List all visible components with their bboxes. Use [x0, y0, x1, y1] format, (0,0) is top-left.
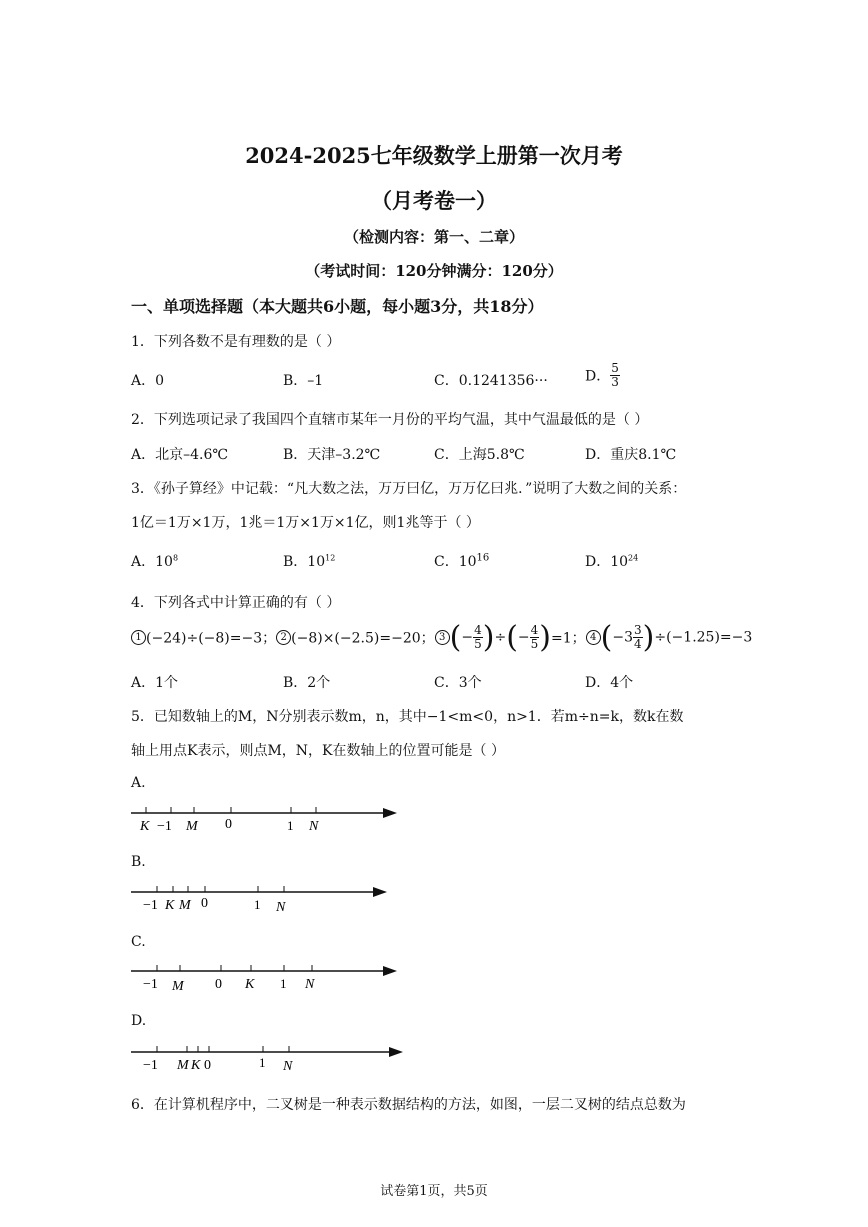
q4-expr-2: (−8)×(−2.5)=−20； — [291, 630, 435, 647]
q4-option-b: B．2个 — [283, 675, 331, 691]
label-neg1: −1 — [143, 977, 158, 992]
q4-expr-3-end: =1； — [551, 630, 586, 647]
q4-option-a: A．1个 — [131, 675, 179, 691]
label-k: K — [165, 898, 175, 913]
q4-fraction-a-den: 5 — [474, 637, 482, 651]
q4-fraction-c-den: 4 — [634, 637, 642, 651]
label-m: M — [179, 898, 191, 913]
q6-stem: 6．在计算机程序中，二叉树是一种表示数据结构的方法，如图，一层二叉树的结点总数为 — [131, 1097, 686, 1113]
q4-fraction-a — [473, 624, 483, 651]
q2-stem: 2．下列选项记录了我国四个直辖市某年一月份的平均气温，其中气温最低的是（ ） — [131, 412, 649, 428]
q1-stem: 1．下列各数不是有理数的是（ ） — [131, 334, 341, 350]
label-m: M — [177, 1058, 189, 1073]
q3-option-a-exponent: 8 — [172, 553, 179, 563]
label-0: 0 — [201, 896, 208, 911]
label-k: K — [191, 1058, 201, 1073]
q4-mixed-whole: −3 — [612, 629, 633, 646]
q4-fraction-a-num: 4 — [474, 623, 482, 637]
q5-number-line-a — [125, 800, 415, 840]
q3-option-d-base: D．10 — [585, 554, 629, 570]
q4-fraction-b — [530, 624, 540, 651]
label-k: K — [245, 977, 255, 992]
q1-option-c: C．0.1241356··· — [434, 373, 548, 389]
arrow-head-icon — [373, 887, 387, 897]
q1-option-a: A．0 — [131, 373, 165, 389]
q5-number-line-d — [125, 1040, 415, 1080]
content-line: （检测内容：第一、二章） — [343, 228, 524, 246]
label-0: 0 — [215, 977, 222, 992]
q3-option-c-base: C．10 — [434, 554, 477, 570]
q4-fraction-c — [633, 624, 643, 651]
q4-expressions — [131, 620, 752, 655]
label-neg1: −1 — [143, 898, 158, 913]
q4-fraction-c-num: 3 — [634, 623, 642, 637]
q3-option-b-exponent: 12 — [325, 553, 336, 563]
q3-stem-line1: 3．《孙子算经》中记载：“凡大数之法，万万曰亿，万万亿曰兆．”说明了大数之间的关系： — [131, 481, 687, 497]
q4-right-paren: ) — [642, 620, 655, 655]
label-0: 0 — [204, 1058, 211, 1073]
q4-circle-3: 3 — [435, 630, 450, 645]
q3-option-b-base: B．10 — [283, 554, 326, 570]
q4-circle-2: 2 — [276, 630, 291, 645]
label-neg1: −1 — [157, 819, 172, 834]
q4-left-paren: ( — [506, 620, 518, 655]
exam-subtitle: （月考卷一） — [371, 188, 497, 213]
q2-option-d: D．重庆8.1℃ — [585, 447, 677, 463]
q3-option-d-exponent: 24 — [628, 553, 639, 563]
label-n: N — [309, 819, 319, 834]
label-n: N — [305, 977, 315, 992]
q4-divide: ÷ — [494, 629, 507, 646]
q1-option-b: B．–1 — [283, 373, 324, 389]
label-k: K — [140, 819, 150, 834]
label-1: 1 — [259, 1055, 266, 1070]
q3-option-b — [283, 551, 335, 571]
q3-option-a — [131, 551, 178, 571]
q4-minus: − — [517, 629, 530, 646]
q4-left-paren: ( — [449, 620, 462, 655]
q4-right-paren: ) — [482, 620, 495, 655]
q5-option-a-label: A. — [131, 775, 146, 791]
label-1: 1 — [280, 976, 287, 991]
page-footer: 试卷第1页，共5页 — [380, 1184, 488, 1199]
q4-minus: − — [461, 629, 474, 646]
q5-stem-line2: 轴上用点K表示，则点M，N，K在数轴上的位置可能是（ ） — [131, 743, 505, 759]
exam-title: 2024-2025七年级数学上册第一次月考 — [245, 143, 623, 168]
q4-right-paren: ) — [539, 620, 551, 655]
label-1: 1 — [287, 818, 294, 833]
q4-circle-4: 4 — [586, 630, 601, 645]
q4-expr-4-end: ÷(−1.25)=−3 — [654, 629, 753, 646]
q1-option-d — [585, 362, 620, 389]
q4-option-c: C．3个 — [434, 675, 482, 691]
label-neg1: −1 — [143, 1058, 158, 1073]
q5-number-line-b — [125, 880, 405, 920]
q4-stem: 4．下列各式中计算正确的有（ ） — [131, 595, 341, 611]
label-n: N — [276, 900, 286, 915]
q1-option-d-label: D． — [585, 368, 611, 385]
q4-circle-1: 1 — [131, 630, 146, 645]
q3-option-d — [585, 551, 638, 571]
q2-option-c: C．上海5.8℃ — [434, 447, 525, 463]
q3-option-a-base: A．10 — [131, 554, 173, 570]
arrow-head-icon — [383, 808, 397, 818]
section-heading: 一、单项选择题（本大题共6小题，每小题3分，共18分） — [131, 297, 544, 316]
q5-option-b-label: B. — [131, 854, 146, 870]
q4-fraction-b-num: 4 — [530, 623, 539, 637]
arrow-head-icon — [383, 966, 397, 976]
q4-left-paren: ( — [600, 620, 613, 655]
label-1: 1 — [254, 897, 261, 912]
label-n: N — [283, 1059, 293, 1074]
q4-option-d: D．4个 — [585, 675, 634, 691]
q1-fraction-denominator: 3 — [611, 375, 619, 389]
q4-expr-1: (−24)÷(−8)=−3； — [146, 630, 277, 647]
q5-option-d-label: D. — [131, 1013, 147, 1029]
q3-option-c-exponent: 16 — [476, 552, 490, 564]
q5-number-line-c — [125, 960, 415, 1000]
label-m: M — [172, 979, 184, 994]
q5-stem-line1: 5．已知数轴上的M，N分别表示数m，n，其中−1<m<0，n>1．若m÷n=k，数k在数 — [131, 709, 684, 725]
q2-option-b: B．天津–3.2℃ — [283, 447, 381, 463]
q5-option-c-label: C. — [131, 934, 146, 950]
q2-option-a: A．北京–4.6℃ — [131, 447, 229, 463]
arrow-head-icon — [389, 1047, 403, 1057]
label-0: 0 — [225, 817, 232, 832]
q3-option-c — [434, 551, 489, 571]
q1-fraction-numerator: 5 — [611, 361, 619, 375]
q4-fraction-b-den: 5 — [530, 637, 539, 651]
q1-fraction — [610, 362, 620, 389]
label-m: M — [186, 819, 198, 834]
time-line: （考试时间：120分钟满分：120分） — [305, 262, 563, 280]
q3-stem-line2: 1亿＝1万×1万，1兆＝1万×1万×1亿，则1兆等于（ ） — [131, 515, 480, 531]
